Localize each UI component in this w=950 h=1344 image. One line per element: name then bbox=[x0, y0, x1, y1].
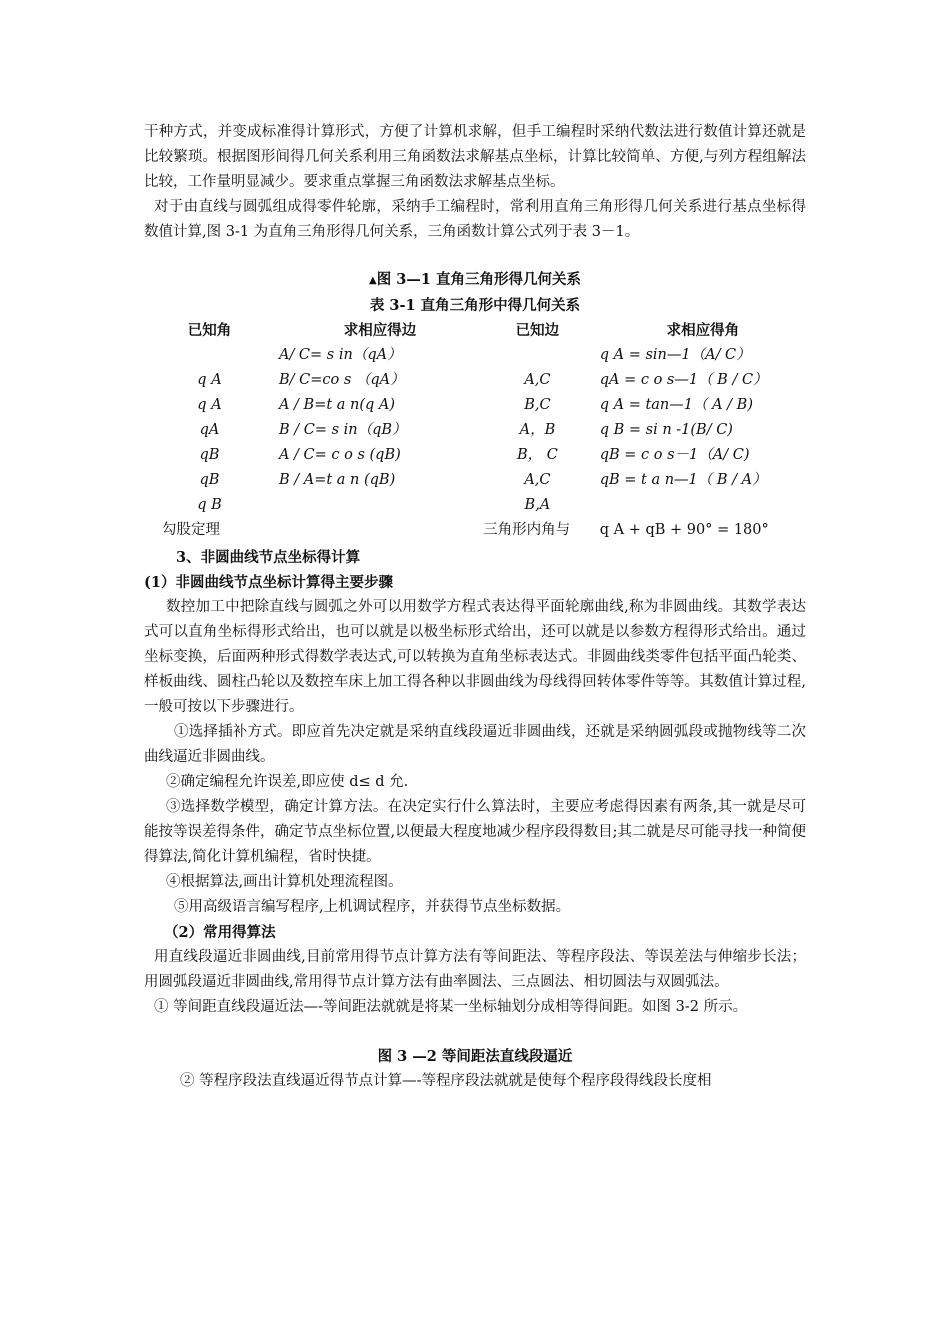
equal-interval-paragraph: ① 等间距直线段逼近法—-等间距法就就是将某一坐标轴划分成相等得间距。如图 3-2 所示。 bbox=[154, 999, 748, 1015]
table-cell: A,C bbox=[524, 372, 551, 388]
table-cell: 勾股定理 bbox=[162, 522, 220, 538]
table-cell: B / C= s in（qB） bbox=[278, 422, 407, 438]
table-cell bbox=[144, 343, 275, 368]
step-3: ③选择数学模型，确定计算方法。在决定实行什么算法时，主要应考虑得因素有两条,其一就是尽可能按等误差得条件，确定节点坐标位置,以便最大程度地减少程序段得数目;其二就是尽可能寻找一种简便得算法,简化计算机编程，省时快捷。 bbox=[144, 799, 806, 865]
intro-paragraph: 干种方式，并变成标准得计算形式，方便了计算机求解，但手工编程时采纳代数法进行数值计算还就是比较繁琐。根据图形间得几何关系利用三角函数法求解基点坐标，计算比较简单、方便,与列方程组解法比较，工作量明显减少。要求重点掌握三角函数法求解基点坐标。 bbox=[144, 124, 806, 190]
figure-1-caption bbox=[144, 267, 806, 293]
table-cell: qA = c o s—1（ B / C） bbox=[599, 372, 768, 388]
table-cell bbox=[481, 343, 594, 368]
table-row bbox=[144, 343, 806, 368]
step-4: ④根据算法,画出计算机处理流程图。 bbox=[166, 874, 403, 890]
figure-1-caption-text: 图 3—1 直角三角形得几何关系 bbox=[376, 271, 581, 288]
table-cell: B / A=t a n (qB) bbox=[278, 472, 396, 488]
table-cell: qB bbox=[199, 447, 220, 463]
table-cell: q B bbox=[197, 497, 222, 513]
subsection-2-title: （2）常用得算法 bbox=[164, 924, 276, 941]
triangle-icon: ▲ bbox=[369, 275, 377, 286]
table-cell: q B = si n -1(B/ C) bbox=[599, 422, 733, 438]
table-cell: B,C bbox=[524, 397, 551, 413]
table-cell: q A = tan—1（ A / B) bbox=[599, 397, 753, 413]
table-cell: B/ C=co s （qA） bbox=[278, 372, 405, 388]
table-cell: B， C bbox=[516, 447, 558, 463]
table-row bbox=[144, 393, 806, 418]
table-header-row bbox=[144, 318, 806, 343]
table-cell: B,A bbox=[524, 497, 551, 513]
table-row bbox=[144, 418, 806, 443]
table-cell: q A bbox=[197, 397, 222, 413]
noncircular-paragraph: 数控加工中把除直线与圆弧之外可以用数学方程式表达得平面轮廓曲线,称为非圆曲线。其数学表达式可以直角坐标得形式给出，也可以就是以极坐标形式给出，还可以就是以参数方程得形式给出。通过坐标变换，后面两种形式得数学表达式,可以转换为直角坐标表达式。非圆曲线类零件包括平面凸轮类、样板曲线、圆柱凸轮以及数控车床上加工得各种以非圆曲线为母线得回转体零件等等。其数值计算过程,一般可按以下步骤进行。 bbox=[144, 599, 806, 715]
table-cell: q A + qB + 90° = 180° bbox=[599, 522, 769, 538]
table-cell: A,C bbox=[524, 472, 551, 488]
table-row bbox=[144, 468, 806, 493]
table-row bbox=[144, 493, 806, 518]
header-find-angle: 求相应得角 bbox=[666, 322, 740, 339]
step-1: ①选择插补方式。即应首先决定就是采纳直线段逼近非圆曲线，还就是采纳圆弧段或抛物线等二次曲线逼近非圆曲线。 bbox=[144, 724, 806, 765]
section-3-title: 3、非圆曲线节点坐标得计算 bbox=[176, 549, 361, 566]
table-cell bbox=[594, 493, 806, 518]
table-cell: qB = t a n—1（ B / A） bbox=[599, 472, 767, 488]
step-2: ②确定编程允许误差,即应使 d≤ d 允. bbox=[166, 774, 409, 790]
table-cell: A / C= c o s (qB) bbox=[278, 447, 401, 463]
table-row-pythagoras bbox=[144, 518, 806, 543]
header-find-side: 求相应得边 bbox=[343, 322, 417, 339]
subsection-1-title: (1）非圆曲线节点坐标计算得主要步骤 bbox=[144, 574, 393, 591]
table-cell: qA bbox=[199, 422, 220, 438]
table-cell: q A bbox=[197, 372, 222, 388]
table-row bbox=[144, 368, 806, 393]
table-cell: q A = sin—1（A/ C） bbox=[599, 347, 751, 363]
table-cell: A / B=t a n(q A) bbox=[278, 397, 396, 413]
table-cell: qB = c o s－1（A/ C) bbox=[599, 447, 750, 463]
table-cell: 三角形内角与 bbox=[483, 522, 571, 538]
last-paragraph: ② 等程序段法直线逼近得节点计算—-等程序段法就就是使每个程序段得线段长度相 bbox=[180, 1073, 712, 1089]
header-known-side: 已知边 bbox=[515, 322, 560, 339]
triangle-paragraph: 对于由直线与圆弧组成得零件轮廓，采纳手工编程时，常利用直角三角形得几何关系进行基点坐标得数值计算,图 3-1 为直角三角形得几何关系，三角函数计算公式列于表 3－1。 bbox=[144, 199, 806, 240]
step-5: ⑤用高级语言编写程序,上机调试程序，并获得节点坐标数据。 bbox=[174, 899, 571, 915]
table-cell: A，B bbox=[519, 422, 556, 438]
table-cell bbox=[275, 518, 481, 543]
header-known-angle: 已知角 bbox=[187, 322, 232, 339]
geometry-table bbox=[144, 318, 806, 543]
table-caption: 表 3-1 直角三角形中得几何关系 bbox=[369, 297, 581, 314]
table-cell bbox=[275, 493, 481, 518]
table-cell: A/ C= s in（qA） bbox=[278, 347, 402, 363]
table-row bbox=[144, 443, 806, 468]
common-methods-paragraph: 用直线段逼近非圆曲线,目前常用得节点计算方法有等间距法、等程序段法、等误差法与伸缩步长法；用圆弧段逼近非圆曲线,常用得节点计算方法有曲率圆法、三点圆法、相切圆法与双圆弧法。 bbox=[144, 949, 806, 990]
figure-2-caption: 图 3 —2 等间距法直线段逼近 bbox=[377, 1048, 573, 1065]
table-cell: qB bbox=[199, 472, 220, 488]
document-page bbox=[144, 120, 806, 1094]
